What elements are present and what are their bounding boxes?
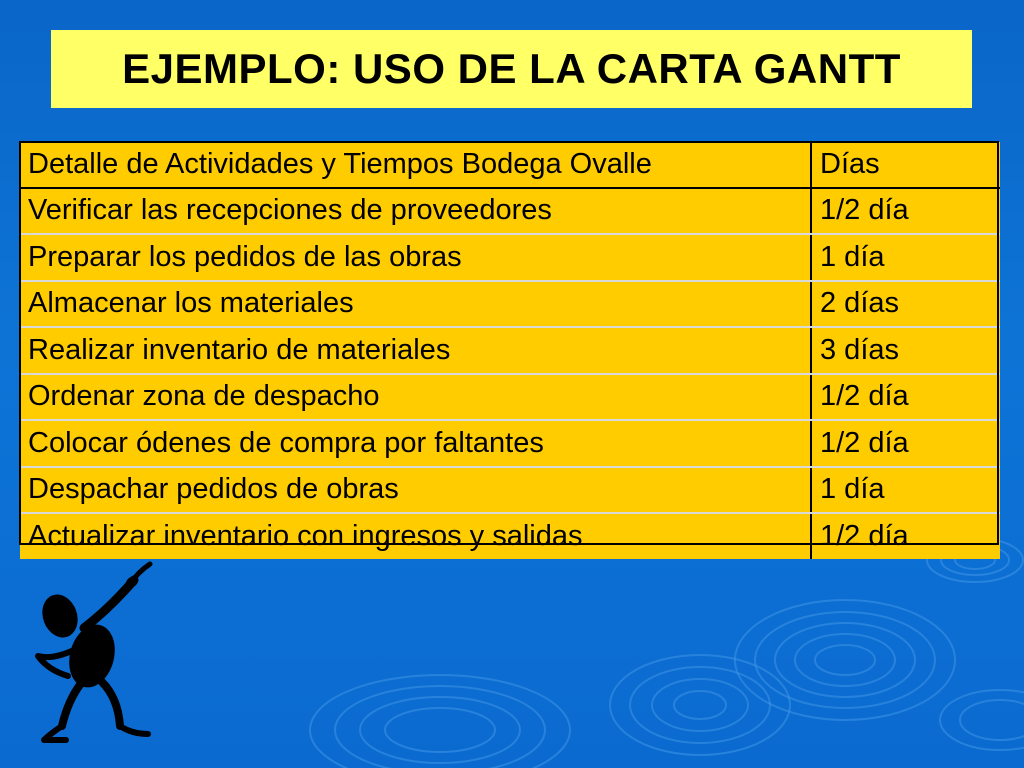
activity-cell: Preparar los pedidos de las obras [20,234,811,281]
days-cell: 1/2 día [811,420,1000,467]
table-row [20,327,1000,374]
table-row [20,513,1000,559]
header-activity: Detalle de Actividades y Tiempos Bodega Ovalle [20,142,811,188]
table-row [20,188,1000,235]
activity-cell: Colocar ódenes de compra por faltantes [20,420,811,467]
table-row [20,420,1000,467]
table-row [20,467,1000,514]
table-header-row [20,142,1000,188]
activity-cell: Verificar las recepciones de proveedores [20,188,811,235]
days-cell: 3 días [811,327,1000,374]
days-cell: 2 días [811,281,1000,328]
title-box [51,30,972,108]
activity-cell: Actualizar inventario con ingresos y salidas [20,513,811,559]
slide-title: EJEMPLO: USO DE LA CARTA GANTT [122,45,901,92]
header-days: Días [811,142,1000,188]
activity-cell: Almacenar los materiales [20,281,811,328]
days-cell: 1/2 día [811,374,1000,421]
table-row [20,374,1000,421]
days-cell: 1 día [811,467,1000,514]
pointing-figure-icon [22,558,162,748]
activity-cell: Ordenar zona de despacho [20,374,811,421]
table-row [20,281,1000,328]
activity-cell: Despachar pedidos de obras [20,467,811,514]
days-cell: 1/2 día [811,188,1000,235]
activity-cell: Realizar inventario de materiales [20,327,811,374]
days-cell: 1/2 día [820,519,909,552]
activities-table [20,142,1000,559]
table-row [20,234,1000,281]
days-cell: 1 día [811,234,1000,281]
